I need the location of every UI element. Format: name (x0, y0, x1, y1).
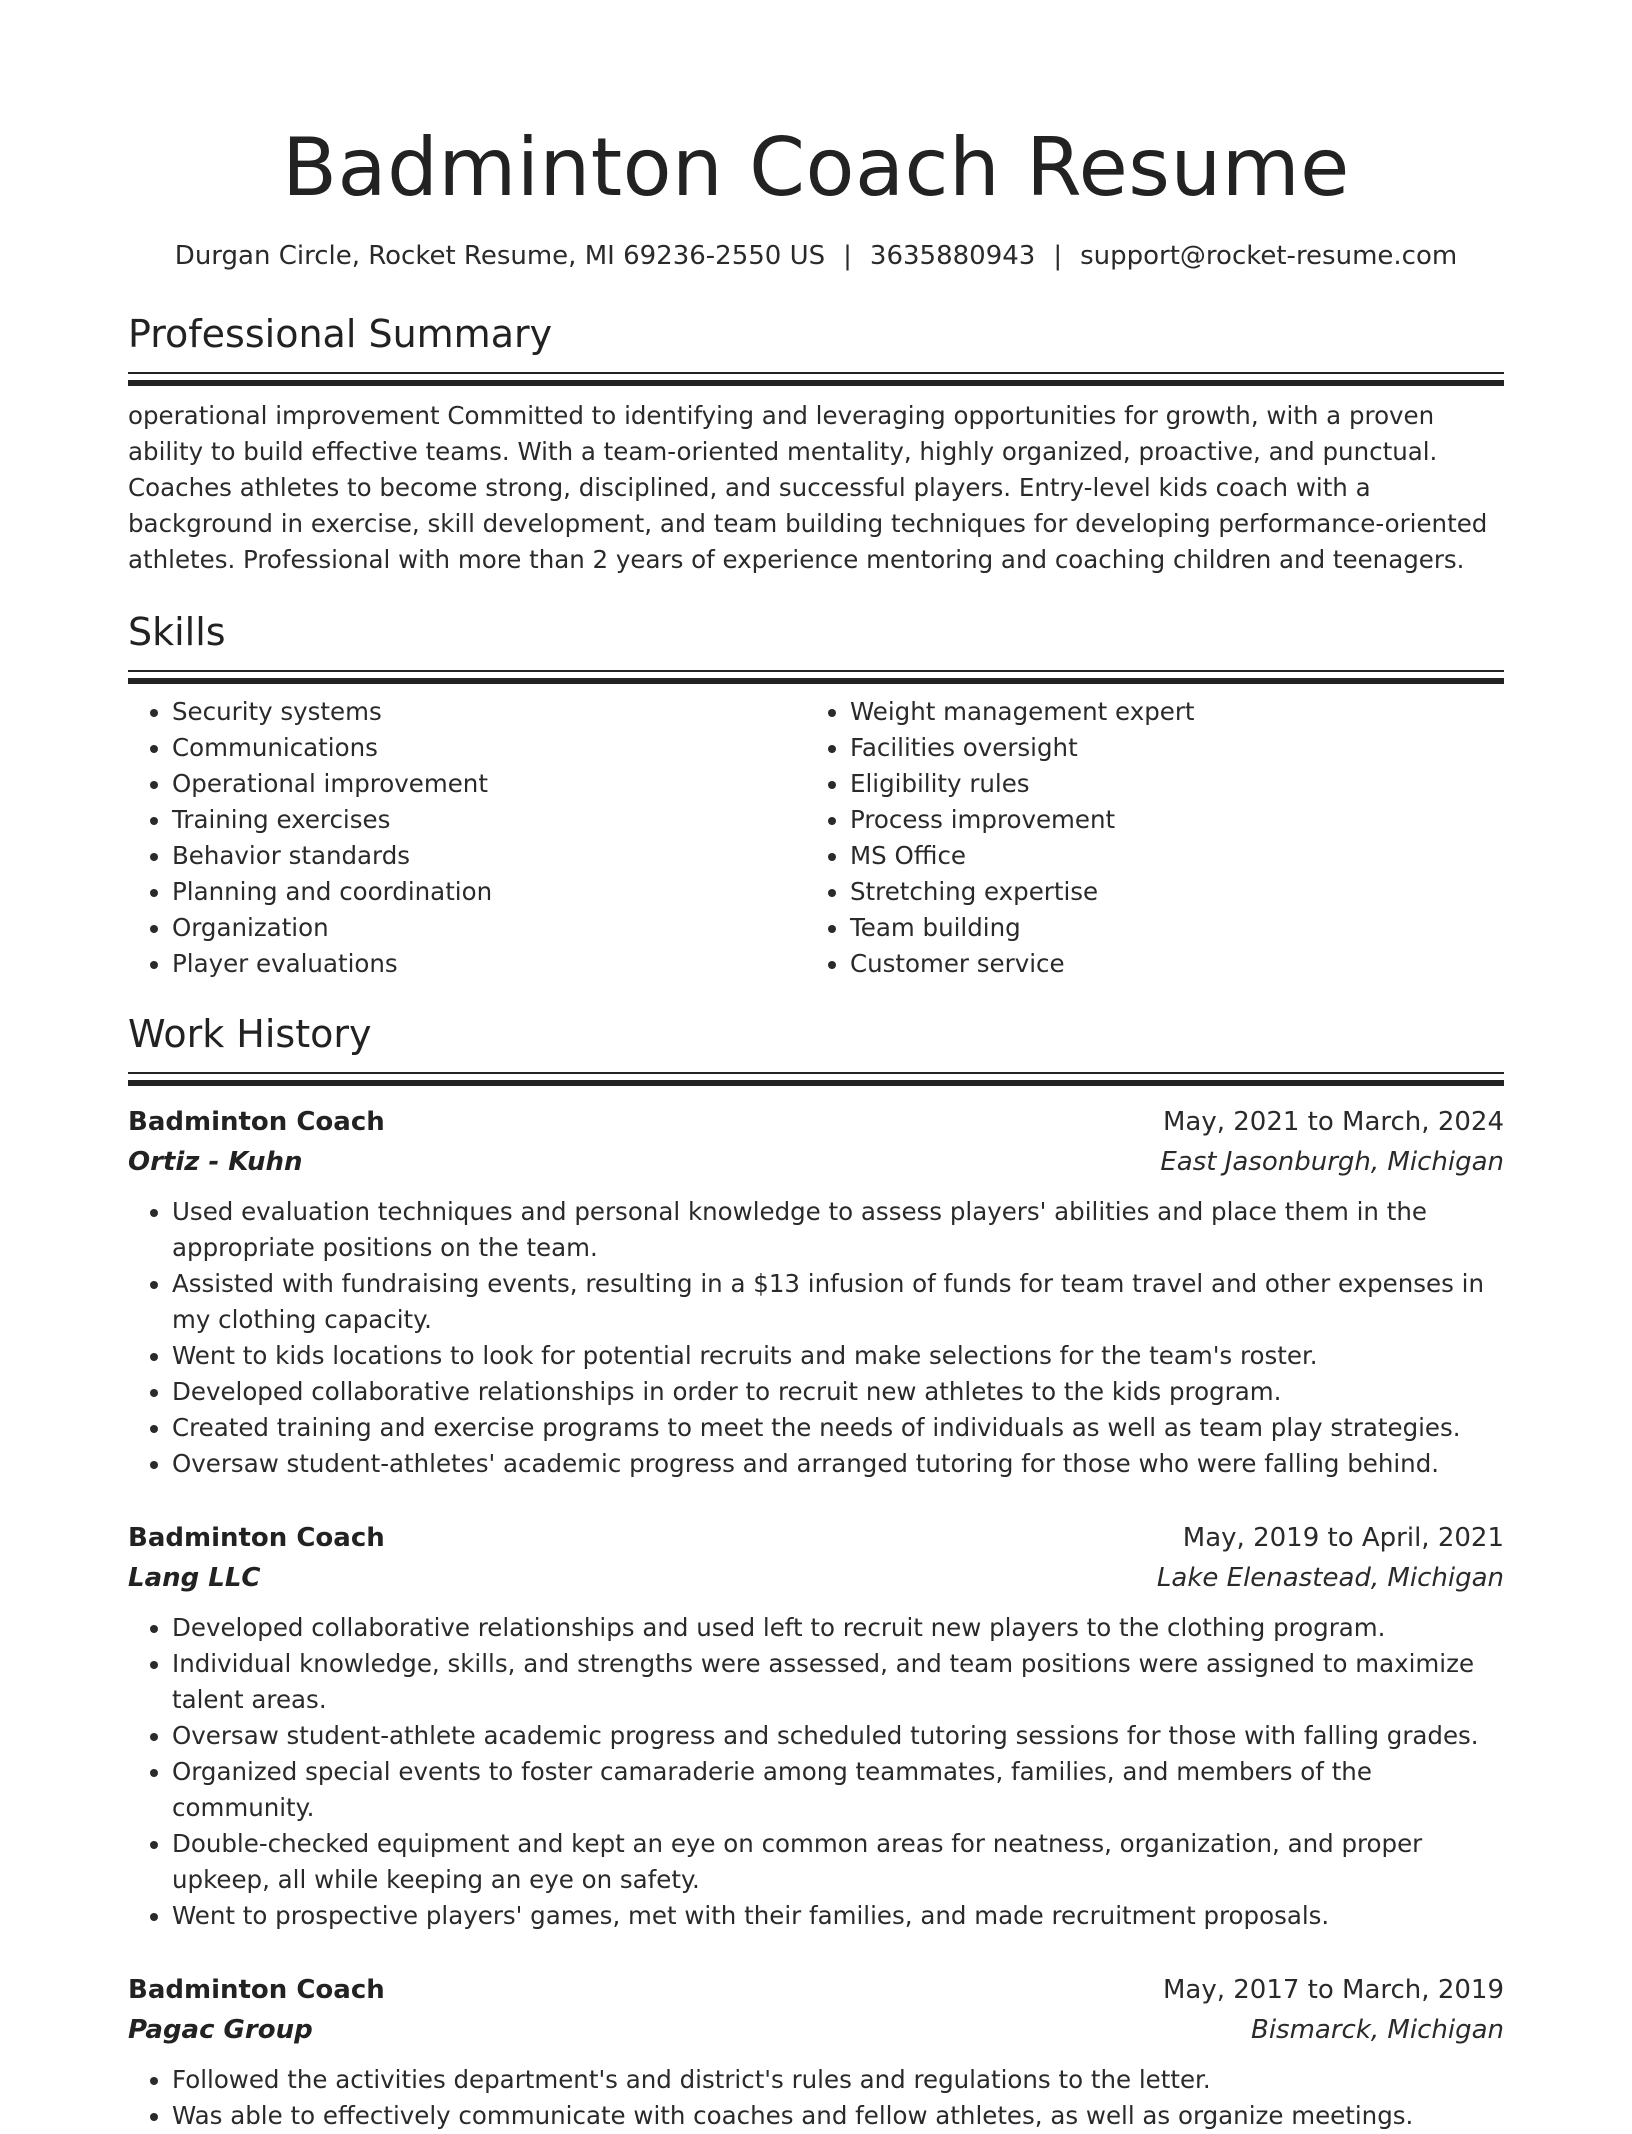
job-company-row (128, 1558, 1504, 1598)
job-location: Lake Elenastead, Michigan (1156, 1563, 1504, 1593)
job-title: Badminton Coach (128, 1975, 385, 2005)
skill-item: • Training exercises (172, 802, 806, 838)
job-title: Badminton Coach (128, 1107, 385, 1137)
job-bullet: • Double-checked equipment and kept an eye on common areas for neatness, organization, and proper upkeep, all while keeping an eye on safety. (172, 1826, 1504, 1898)
resume-title: Badminton Coach Resume (282, 121, 1350, 214)
job-dates: May, 2019 to April, 2021 (1182, 1523, 1504, 1553)
job-bullet: • Went to kids locations to look for potential recruits and make selections for the team's roster. (172, 1338, 1504, 1374)
job-bullets (128, 2062, 1504, 2134)
section-divider-thick (128, 380, 1504, 386)
contact-line (128, 238, 1504, 274)
skills-section (128, 608, 1504, 982)
job-entry (128, 1102, 1504, 1482)
contact-separator: | (1053, 241, 1063, 271)
section-divider-thin (128, 372, 1504, 374)
section-divider-thin (128, 1072, 1504, 1074)
job-bullet: • Developed collaborative relationships and used left to recruit new players to the clothing program. (172, 1610, 1504, 1646)
section-divider-thin (128, 670, 1504, 672)
work-history-section (128, 1010, 1504, 2134)
skill-item: • Process improvement (850, 802, 1484, 838)
summary-text: operational improvement Committed to identifying and leveraging opportunities for growth, with a proven ability to build effective teams. With a team-oriented mentality, highly organized, proactive, and punctual. Coaches athletes to become strong, disciplined, and successful players. Entry-level kids coach with a background in exercise, skill development, and team building techniques for developing performance-oriented athletes. Professional with more than 2 years of experience mentoring and coaching children and teenagers. (128, 401, 1488, 574)
job-company: Pagac Group (128, 2015, 313, 2045)
job-company: Lang LLC (128, 1563, 261, 1593)
job-dates: May, 2021 to March, 2024 (1162, 1107, 1504, 1137)
job-bullet: • Followed the activities department's and district's rules and regulations to the letter. (172, 2062, 1504, 2098)
skill-item: • Security systems (172, 694, 806, 730)
skill-item: • Player evaluations (172, 946, 806, 982)
job-entry (128, 1970, 1504, 2134)
job-bullet: • Oversaw student-athlete academic progress and scheduled tutoring sessions for those with falling grades. (172, 1718, 1504, 1754)
job-bullet: • Developed collaborative relationships in order to recruit new athletes to the kids program. (172, 1374, 1504, 1410)
skill-item: • Eligibility rules (850, 766, 1484, 802)
job-location: Bismarck, Michigan (1250, 2015, 1504, 2045)
skill-item: • Operational improvement (172, 766, 806, 802)
job-title-row (128, 1102, 1504, 1142)
job-bullet: • Assisted with fundraising events, resulting in a $13 infusion of funds for team travel and other expenses in my clothing capacity. (172, 1266, 1504, 1338)
job-bullet: • Organized special events to foster camaraderie among teammates, families, and members of the community. (172, 1754, 1504, 1826)
job-bullet: • Individual knowledge, skills, and strengths were assessed, and team positions were assigned to maximize talent areas. (172, 1646, 1504, 1718)
section-divider-thick (128, 1080, 1504, 1086)
contact-phone: 3635880943 (869, 241, 1036, 271)
section-heading: Skills (128, 610, 226, 654)
section-heading: Professional Summary (128, 312, 553, 356)
skills-list-right (806, 694, 1484, 982)
professional-summary-section (128, 310, 1504, 578)
job-entry (128, 1518, 1504, 1934)
skill-item: • Facilities oversight (850, 730, 1484, 766)
job-bullet: • Went to prospective players' games, met with their families, and made recruitment proposals. (172, 1898, 1504, 1934)
contact-address: Durgan Circle, Rocket Resume, MI 69236-2550 US (174, 241, 826, 271)
skill-item: • Planning and coordination (172, 874, 806, 910)
contact-separator: | (843, 241, 852, 271)
skills-list-left (128, 694, 806, 982)
job-bullets (128, 1194, 1504, 1482)
skill-item: • MS Office (850, 838, 1484, 874)
job-company-row (128, 2010, 1504, 2050)
job-bullet: • Oversaw student-athletes' academic progress and arranged tutoring for those who were falling behind. (172, 1446, 1504, 1482)
job-title-row (128, 1970, 1504, 2010)
job-company-row (128, 1142, 1504, 1182)
job-bullet: • Was able to effectively communicate with coaches and fellow athletes, as well as organize meetings. (172, 2098, 1504, 2134)
job-location: East Jasonburgh, Michigan (1160, 1147, 1504, 1177)
section-heading: Work History (128, 1012, 372, 1056)
skill-item: • Organization (172, 910, 806, 946)
skill-item: • Team building (850, 910, 1484, 946)
job-bullets (128, 1610, 1504, 1934)
skills-columns (128, 694, 1504, 982)
section-divider-thick (128, 678, 1504, 684)
skill-item: • Communications (172, 730, 806, 766)
resume-page (128, 0, 1504, 2134)
skill-item: • Customer service (850, 946, 1484, 982)
contact-email: support@rocket-resume.com (1080, 241, 1458, 271)
skill-item: • Weight management expert (850, 694, 1484, 730)
job-bullet: • Used evaluation techniques and personal knowledge to assess players' abilities and place them in the appropriate positions on the team. (172, 1194, 1504, 1266)
job-title: Badminton Coach (128, 1523, 385, 1553)
skill-item: • Behavior standards (172, 838, 806, 874)
job-bullet: • Created training and exercise programs to meet the needs of individuals as well as team play strategies. (172, 1410, 1504, 1446)
job-company: Ortiz - Kuhn (128, 1147, 303, 1177)
skill-item: • Stretching expertise (850, 874, 1484, 910)
job-title-row (128, 1518, 1504, 1558)
job-dates: May, 2017 to March, 2019 (1162, 1975, 1504, 2005)
